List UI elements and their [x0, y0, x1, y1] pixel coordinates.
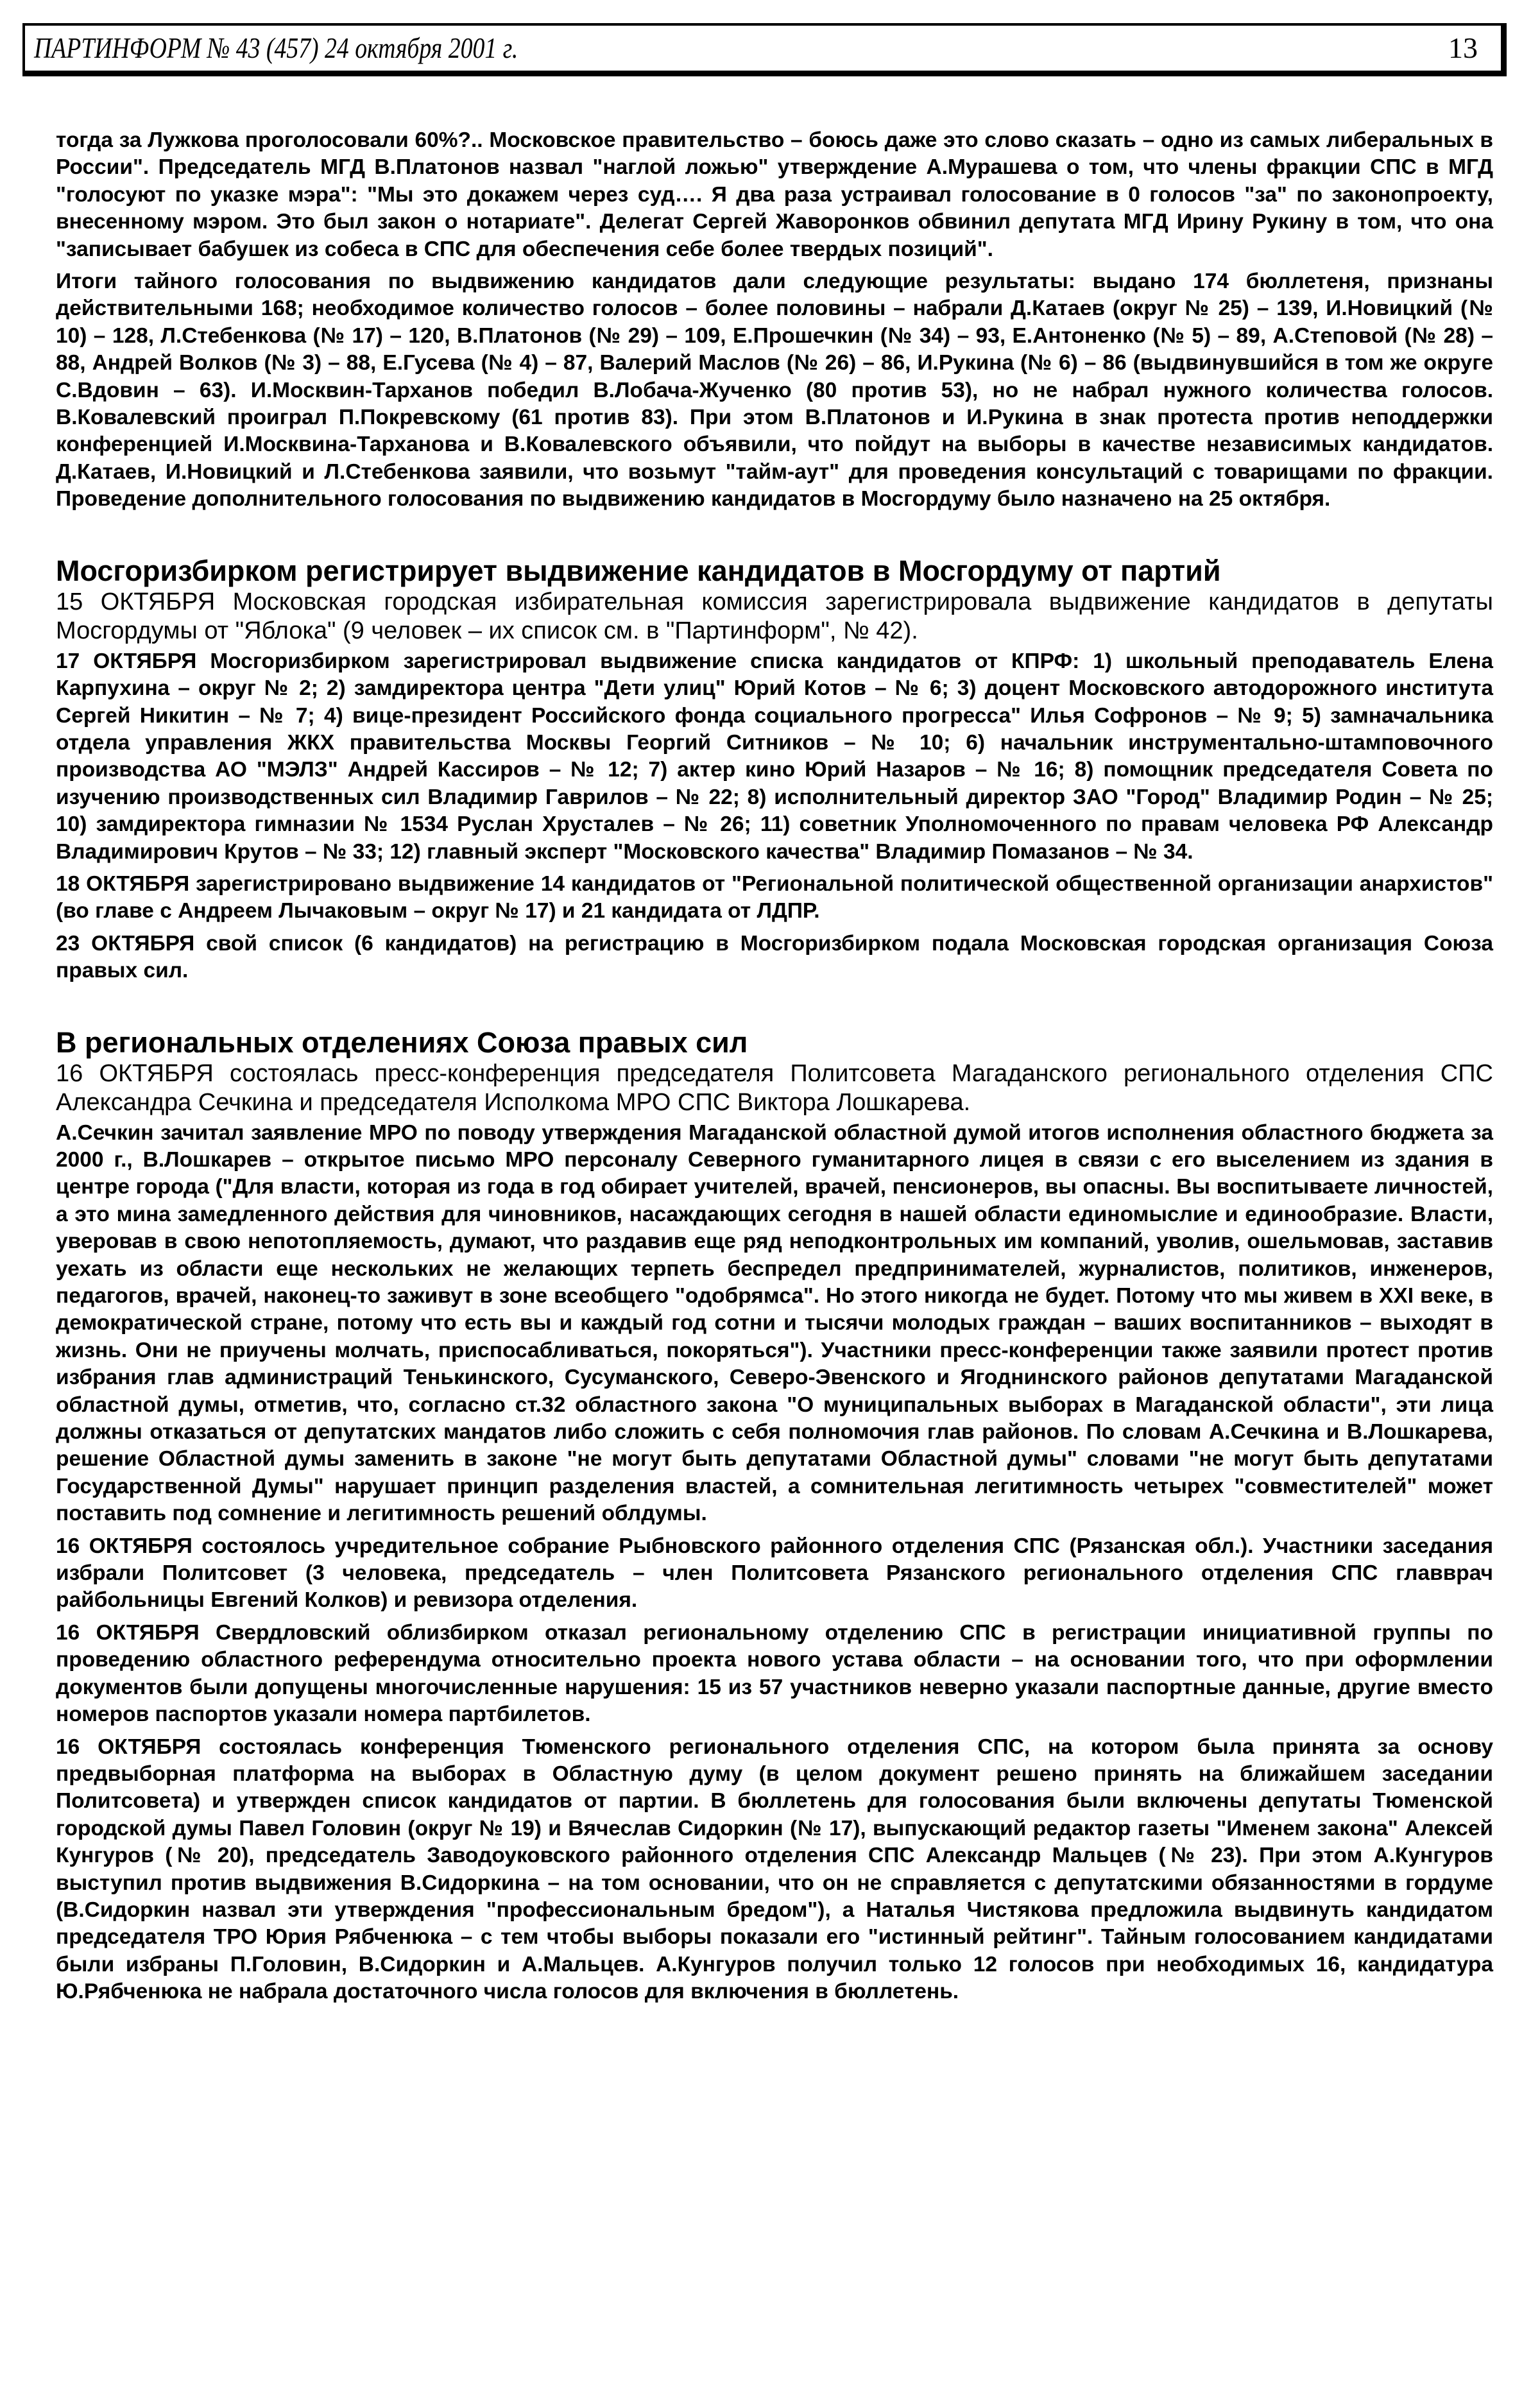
paragraph: 18 ОКТЯБРЯ зарегистрировано выдвижение 14 кандидатов от "Региональной политической общественной организации анархистов" (во главе с Андреем Лычаковым – округ № 17) и 21 кандидата от ЛДПР. [56, 871, 1493, 923]
paragraph: А.Сечкин зачитал заявление МРО по поводу утверждения Магаданской областной думой итогов исполнения областного бюджета за 2000 г., В.Лошкарев – открытое письмо МРО персоналу Северного гуманитарного лицея в связи с его выселением из здания в центре города ("Для власти, которая из года в год обирает учителей, врачей, пенсионеров, вы опасны. Вы воспитываете личностей, а это мина замедленного действия для чиновников, насаждающих сегодня в нашей области единомыслие и единообразие. Власти, уверовав в свою непотопляемость, думают, что раздавив еще ряд неподконтрольных им компаний, уволив, ошельмовав, заставив уехать из области еще нескольких не желающих терпеть беспредел предпринимателей, журналистов, политиков, инженеров, педагогов, врачей, наконец-то заживут в зоне всеобщего "одобрямса". Но этого никогда не будет. Потому что мы живем в XXI веке, в демократической стране, потому что есть вы и каждый год сотни и тысячи молодых граждан – ваших воспитанников – выходят в жизнь. Они не приучены молчать, приспосабливаться, покоряться"). Участники пресс-конференции также заявили протест против избрания глав администраций Тенькинского, Сусуманского, Северо-Эвенского и Ягоднинского районов депутатами Магаданской областной думы, отметив, что, согласно ст.32 областного закона "О муниципальных выборах в Магаданской области", эти лица должны отказаться от депутатских мандатов либо сложить с себя полномочия глав районов. По словам А.Сечкина и В.Лошкарева, решение Областной думы заменить в законе "не могут быть депутатами Областной думы" словами "не могут быть депутатами Государственной Думы" нарушает принцип разделения властей, а сомнительная легитимность четырех "совместителей" может поставить под сомнение и легитимность решений облдумы. [56, 1120, 1493, 1526]
paragraph: 16 ОКТЯБРЯ состоялась конференция Тюменского регионального отделения СПС, на котором была принята за основу предвыборная платформа на выборах в Областную думу (в целом документ решено принять на ближайшем заседании Политсовета) и утвержден список кандидатов от партии. В бюллетень для голосования были включены депутаты Тюменской городской думы Павел Головин (округ № 19) и Вячеслав Сидоркин (№ 17), выпускающий редактор газеты "Именем закона" Алексей Кунгуров (№ 20), председатель Заводоуковского районного отделения СПС Александр Мальцев (№ 23). При этом А.Кунгуров выступил против выдвижения В.Сидоркина – на том основании, что он не справляется с депутатскими обязанностями в гордуме (В.Сидоркин назвал эти утверждения "профессиональным бредом"), а Наталья Чистякова предложила выдвинуть кандидатом председателя ТРО Юрия Рябченюка – с тем чтобы выборы показали его "истинный рейтинг". Тайным голосованием кандидатами были избраны П.Головин, В.Сидоркин и А.Мальцев. А.Кунгуров получил только 12 голосов при необходимых 16, кандидатура Ю.Рябченюка не набрала достаточного числа голосов для включения в бюллетень. [56, 1735, 1493, 2004]
page-number: 13 [1448, 31, 1478, 64]
paragraph: 17 ОКТЯБРЯ Мосгоризбирком зарегистрировал выдвижение списка кандидатов от КПРФ: 1) школьный преподаватель Елена Карпухина – округ № 2; 2) замдиректора центра "Дети улиц" Юрий Котов – № 6; 3) доцент Московского автодорожного института Сергей Никитин – № 7; 4) вице-президент Российского фонда социального прогресса" Илья Софронов – № 9; 5) замначальника отдела управления ЖКХ правительства Москвы Георгий Ситников – № 10; 6) начальник инструментально-штамповочного производства АО "МЭЛЗ" Андрей Кассиров – № 12; 7) актер кино Юрий Назаров – № 16; 8) помощник председателя Совета по изучению производственных сил Владимир Гаврилов – № 22; 8) исполнительный директор ЗАО "Город" Владимир Родин – № 25; 10) замдиректора гимназии № 1534 Руслан Хрусталев – № 26; 11) советник Уполномоченного по правам человека РФ Александр Владимирович Крутов – № 33; 12) главный эксперт "Московского качества" Владимир Помазанов – № 34. [56, 649, 1493, 864]
paragraph: 16 ОКТЯБРЯ Свердловский облизбирком отказал региональному отделению СПС в регистрации инициативной группы по проведению областного референдума относительно проекта нового устава области – на основании того, что при оформлении документов были допущены многочисленные нарушения: 15 из 57 участников неверно указали паспортные данные, другие вместо номеров паспортов указали номера партбилетов. [56, 1620, 1493, 1727]
paragraph: 23 ОКТЯБРЯ свой список (6 кандидатов) на регистрацию в Мосгоризбирком подала Московская городская организация Союза правых сил. [56, 931, 1493, 983]
section-heading: В региональных отделениях Союза правых сил [56, 1025, 748, 1059]
page-header [22, 23, 1507, 76]
section-lead: 16 ОКТЯБРЯ состоялась пресс-конференция председателя Политсовета Магаданского регионального отделения СПС Александра Сечкина и председателя Исполкома МРО СПС Виктора Лошкарева. [56, 1059, 1493, 1116]
paragraph: тогда за Лужкова проголосовали 60%?.. Московское правительство – боюсь даже это слово сказать – одно из самых либеральных в России". Председатель МГД В.Платонов назвал "наглой ложью" утверждение А.Мурашева о том, что члены фракции СПС в МГД "голосуют по указке мэра": "Мы это докажем через суд…. Я два раза устраивал голосование в 0 голосов "за" по законопроекту, внесенному мэром. Это был закон о нотариате". Делегат Сергей Жаворонков обвинил депутата МГД Ирину Рукину в том, что она "записывает бабушек из собеса в СПС для обеспечения себе более твердых позиций". [56, 128, 1493, 261]
paragraph: 16 ОКТЯБРЯ состоялось учредительное собрание Рыбновского районного отделения СПС (Рязанская обл.). Участники заседания избрали Политсовет (3 человека, председатель – член Политсовета Рязанского регионального отделения СПС главврач райбольницы Евгений Колков) и ревизора отделения. [56, 1534, 1493, 1613]
paragraph: Итоги тайного голосования по выдвижению кандидатов дали следующие результаты: выдано 174 бюллетеня, признаны действительными 168; необходимое количество голосов – более половины – набрали Д.Катаев (округ № 25) – 139, И.Новицкий (№ 10) – 128, Л.Стебенкова (№ 17) – 120, В.Платонов (№ 29) – 109, Е.Прошечкин (№ 34) – 93, Е.Антоненко (№ 5) – 89, А.Степовой (№ 28) – 88, Андрей Волков (№ 3) – 88, Е.Гусева (№ 4) – 87, Валерий Маслов (№ 26) – 86, И.Рукина (№ 6) – 86 (выдвинувшийся в том же округе С.Вдовин – 63). И.Москвин-Тарханов победил В.Лобача-Жученко (80 против 53), но не набрал нужного количества голосов. В.Ковалевский проиграл П.Покревскому (61 против 83). При этом В.Платонов и И.Рукина в знак протеста против неподдержки конференцией И.Москвина-Тарханова и В.Ковалевского объявили, что пойдут на выборы в качестве независимых кандидатов. Д.Катаев, И.Новицкий и Л.Стебенкова заявили, что возьмут "тайм-аут" для проведения консультаций с товарищами по фракции. Проведение дополнительного голосования по выдвижению кандидатов в Мосгордуму было назначено на 25 октября. [56, 270, 1493, 511]
article-body [56, 127, 1493, 2011]
section-heading: Мосгоризбирком регистрирует выдвижение кандидатов в Мосгордуму от партий [56, 554, 1221, 587]
publication-title: ПАРТИНФОРМ № 43 (457) 24 октября 2001 г. [34, 31, 518, 64]
section-lead: 15 ОКТЯБРЯ Московская городская избирательная комиссия зарегистрировала выдвижение кандидатов в депутаты Мосгордумы от "Яблока" (9 человек – их список см. в "Партинформ", № 42). [56, 588, 1493, 644]
